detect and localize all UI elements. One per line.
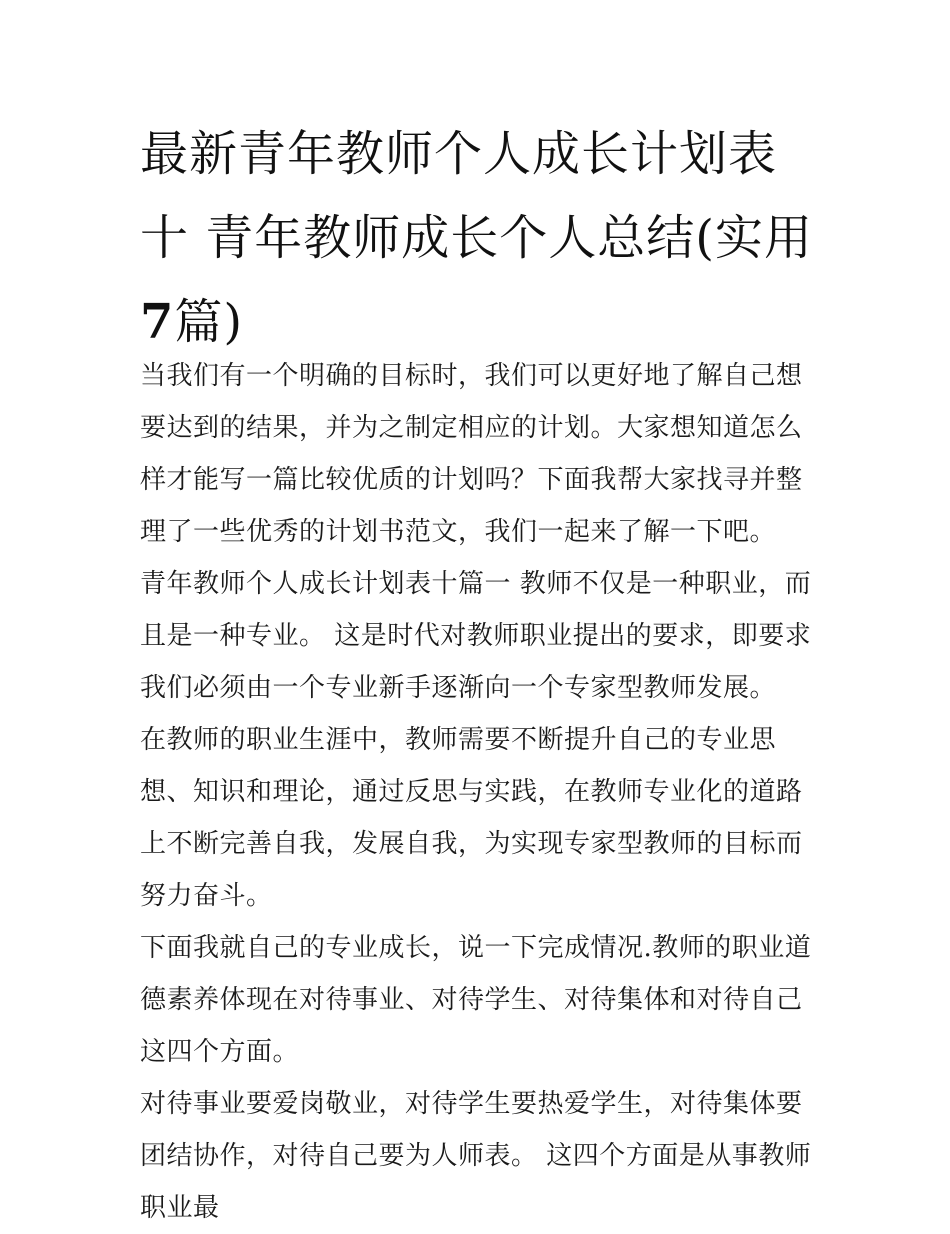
paragraph-attitudes: 对待事业要爱岗敬业，对待学生要热爱学生，对待集体要团结协作，对待自己要为人师表。 这四个方面是从事教师职业最 <box>140 1089 812 1223</box>
paragraph-ethics: 下面我就自己的专业成长，说一下完成情况.教师的职业道德素养体现在对待事业、对待学生、对待集体和对待自己这四个方面。 <box>140 933 812 1067</box>
document-body <box>140 350 815 1234</box>
paragraph-career: 在教师的职业生涯中，教师需要不断提升自己的专业思想、知识和理论，通过反思与实践，在教师专业化的道路上不断完善自我，发展自我，为实现专家型教师的目标而努力奋斗。 <box>140 725 803 911</box>
paragraph-section-one: 青年教师个人成长计划表十篇一 教师不仅是一种职业，而且是一种专业。 这是时代对教师职业提出的要求，即要求我们必须由一个专业新手逐渐向一个专家型教师发展。 <box>140 569 812 703</box>
paragraph-intro: 当我们有一个明确的目标时，我们可以更好地了解自己想要达到的结果，并为之制定相应的计划。大家想知道怎么样才能写一篇比较优质的计划吗？下面我帮大家找寻并整理了一些优秀的计划书范文，我们一起来了解一下吧。 <box>140 361 803 547</box>
document-title: 最新青年教师个人成长计划表十 青年教师成长个人总结(实用7篇) <box>140 126 813 350</box>
